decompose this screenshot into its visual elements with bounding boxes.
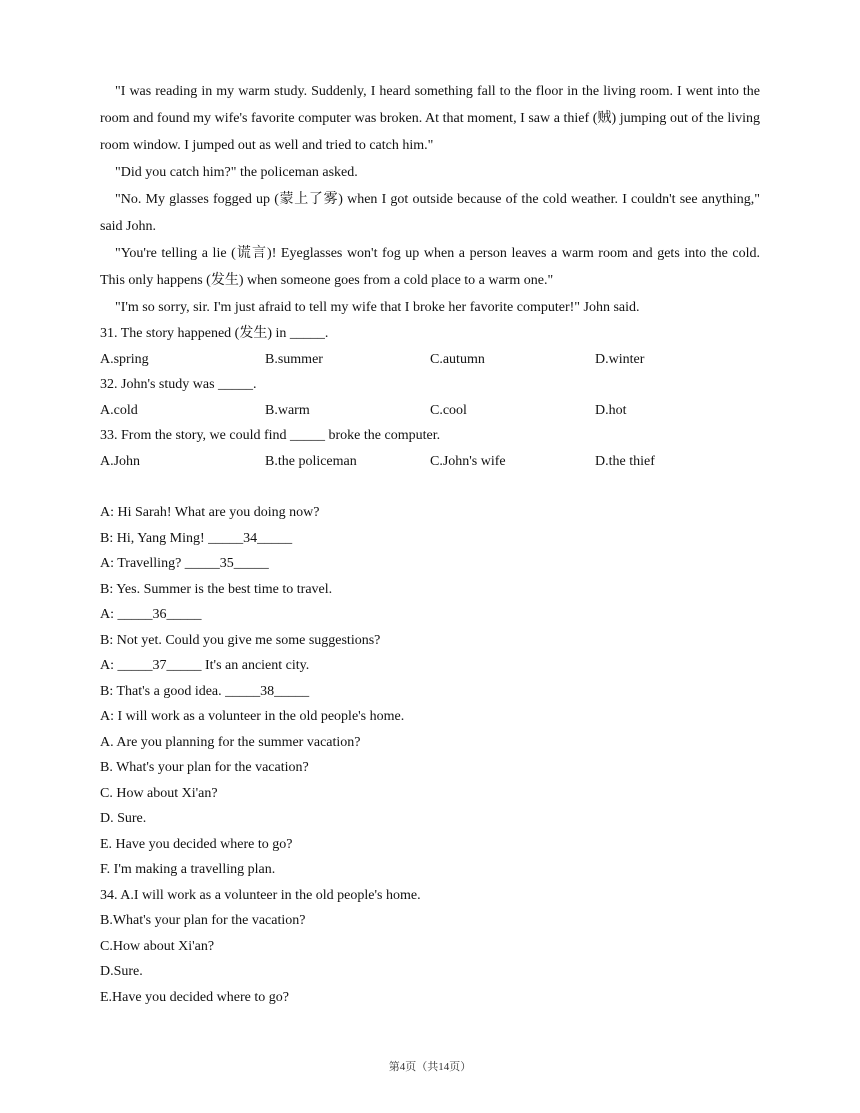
choice-list — [100, 730, 760, 883]
option-d: D.hot — [595, 402, 627, 418]
reading-passage — [100, 78, 760, 321]
dialogue-line: B: Hi, Yang Ming! _____34_____ — [100, 530, 293, 546]
choice-item: E. Have you decided where to go? — [100, 836, 293, 852]
option-b: B.the policeman — [265, 453, 357, 469]
passage-paragraph: "Did you catch him?" the policeman asked. — [115, 165, 358, 180]
option-row — [100, 449, 760, 475]
option-a: A.John — [100, 453, 141, 469]
question-34-line: D.Sure. — [100, 964, 143, 979]
choice-item: F. I'm making a travelling plan. — [100, 862, 276, 877]
option-row — [100, 347, 760, 373]
section-gap — [100, 474, 760, 500]
document-page — [100, 78, 760, 1010]
question-34 — [100, 883, 760, 1011]
choice-item: D. Sure. — [100, 811, 147, 826]
option-a: A.cold — [100, 402, 138, 418]
passage-paragraph: "You're telling a lie (谎言)! Eyeglasses won't fog up when a person leaves a warm room and gets into the cold. This only happens (发生) when someone goes from a cold place to a warm one." — [100, 246, 760, 288]
dialogue-line: A: _____37_____ It's an ancient city. — [100, 658, 310, 673]
dialogue-line: B: That's a good idea. _____38_____ — [100, 683, 310, 699]
dialogue-line: B: Yes. Summer is the best time to travel. — [100, 581, 333, 597]
question-stem: 31. The story happened (发生) in _____. — [100, 326, 329, 341]
passage-paragraph: "No. My glasses fogged up (蒙上了雾) when I got outside because of the cold weather. I couldn't see anything," said John. — [100, 192, 760, 234]
question-stem: 33. From the story, we could find _____ broke the computer. — [100, 428, 441, 443]
dialogue-line: A: Travelling? _____35_____ — [100, 556, 269, 571]
question-stem: 32. John's study was _____. — [100, 377, 257, 392]
option-c: C.John's wife — [430, 453, 506, 469]
passage-paragraph: "I'm so sorry, sir. I'm just afraid to tell my wife that I broke her favorite computer!" John said. — [115, 300, 640, 315]
question-34-line: C.How about Xi'an? — [100, 938, 215, 954]
option-b: B.summer — [265, 351, 323, 367]
dialogue-line: A: Hi Sarah! What are you doing now? — [100, 505, 320, 520]
option-c: C.cool — [430, 402, 467, 418]
choice-item: B. What's your plan for the vacation? — [100, 760, 309, 775]
option-d: D.the thief — [595, 453, 655, 469]
question-32 — [100, 372, 760, 423]
dialogue-line: A: _____36_____ — [100, 607, 202, 622]
option-d: D.winter — [595, 351, 645, 367]
dialogue — [100, 500, 760, 730]
choice-item: A. Are you planning for the summer vacation? — [100, 734, 361, 750]
option-row — [100, 398, 760, 424]
dialogue-line: B: Not yet. Could you give me some suggestions? — [100, 632, 381, 648]
question-33 — [100, 423, 760, 474]
passage-paragraph: "I was reading in my warm study. Suddenly, I heard something fall to the floor in the living room. I went into the room and found my wife's favorite computer was broken. At that moment, I saw a thief (贼) jumping out of the living room window. I jumped out as well and tried to catch him." — [100, 84, 760, 153]
dialogue-line: A: I will work as a volunteer in the old people's home. — [100, 709, 405, 724]
question-34-line: B.What's your plan for the vacation? — [100, 913, 306, 928]
option-c: C.autumn — [430, 351, 485, 367]
choice-item: C. How about Xi'an? — [100, 785, 218, 801]
question-31 — [100, 321, 760, 372]
question-34-line: E.Have you decided where to go? — [100, 989, 289, 1005]
question-34-line: 34. A.I will work as a volunteer in the old people's home. — [100, 887, 421, 903]
option-b: B.warm — [265, 402, 310, 418]
page-footer: 第4页（共14页） — [388, 1061, 472, 1073]
option-a: A.spring — [100, 351, 149, 367]
